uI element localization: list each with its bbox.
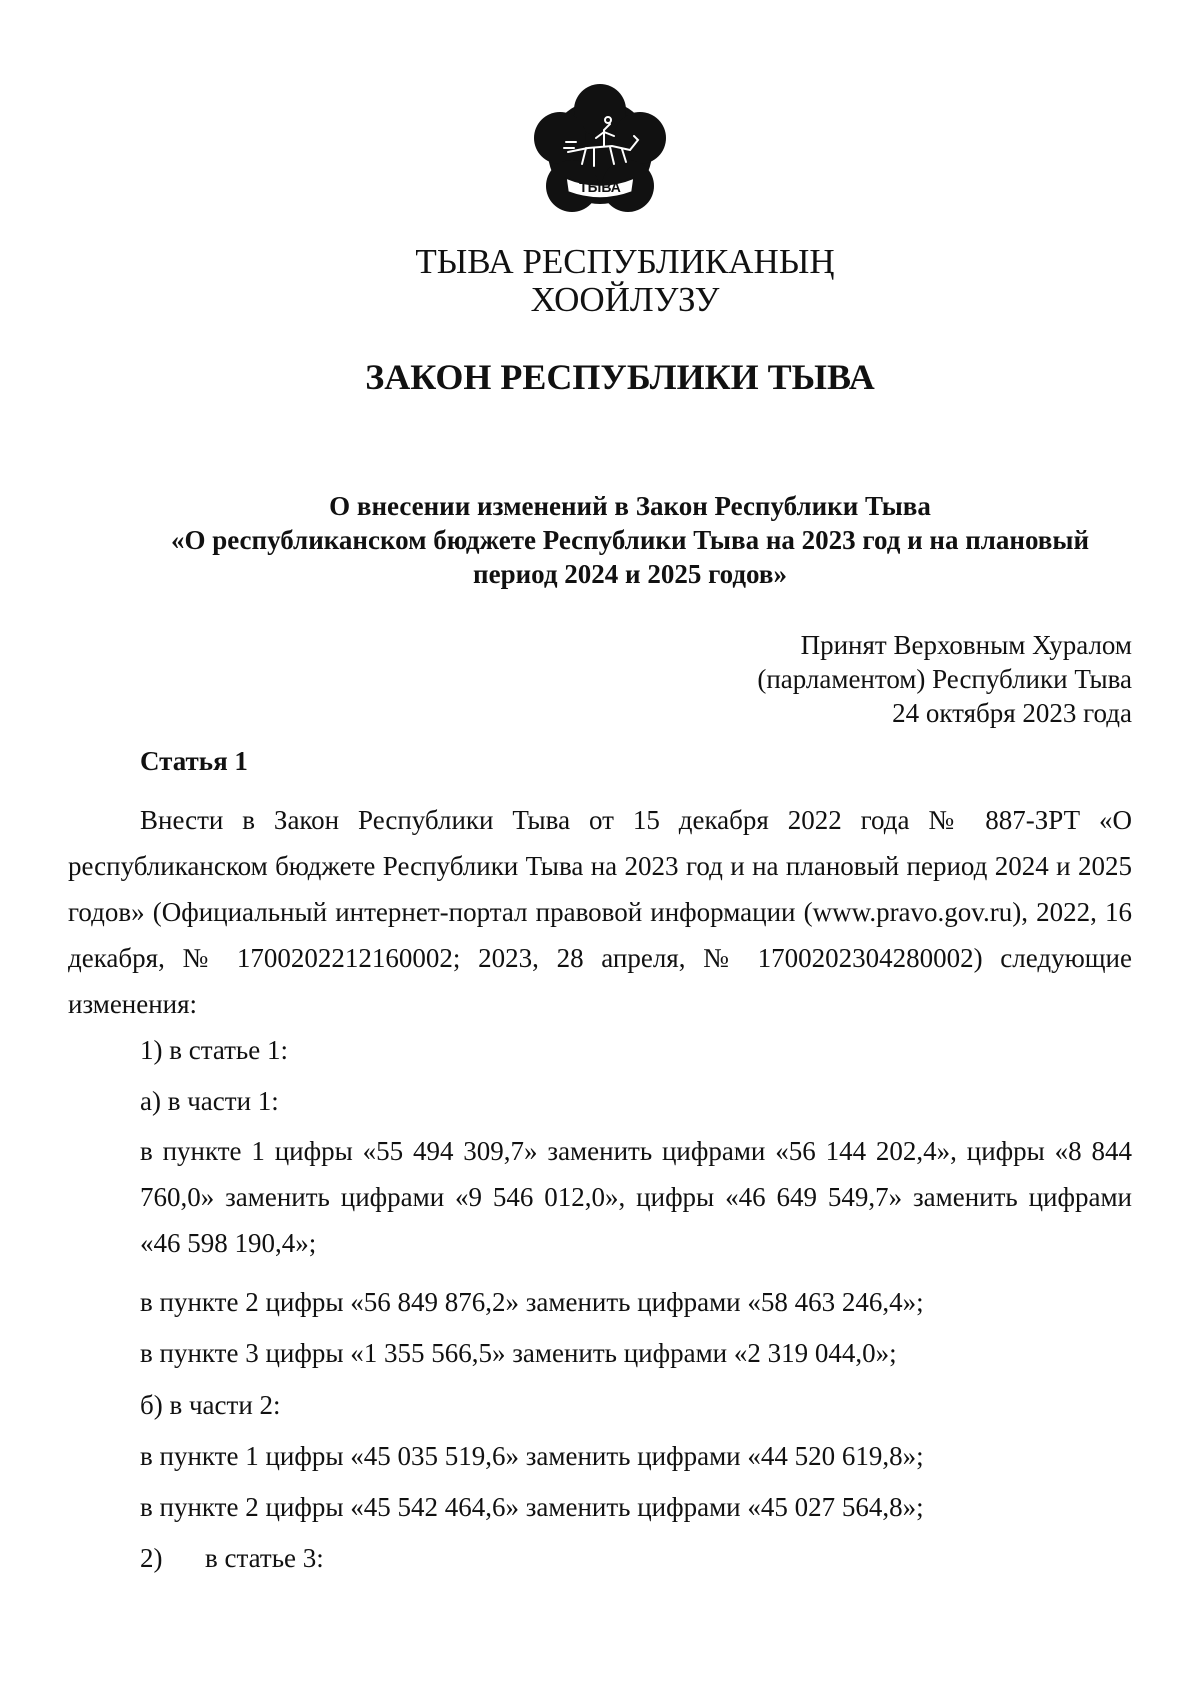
list-item: в пункте 2 цифры «45 542 464,6» заменить цифрами «45 027 564,8»; — [140, 1492, 924, 1522]
adoption-line-2: (парламентом) Республики Тыва — [757, 664, 1132, 694]
list-item: в пункте 1 цифры «55 494 309,7» заменить цифрами «56 144 202,4», цифры «8 844 760,0» заменить цифрами «9 546 012,0», цифры «46 649 549,7» заменить цифрами «46 598 190,4»; — [140, 1136, 1132, 1258]
list-item: б) в части 2: — [140, 1390, 281, 1420]
list-item-number: 2) — [140, 1543, 163, 1573]
subject-line-1: О внесении изменений в Закон Республики Тыва — [329, 491, 931, 521]
subject-line-3: период 2024 и 2025 годов» — [473, 559, 787, 589]
article-heading: Статья 1 — [140, 746, 248, 776]
law-subject — [140, 489, 1120, 591]
subject-line-2: «О республиканском бюджете Республики Тыва на 2023 год и на плановый — [170, 525, 1090, 555]
emblem-label: ТЫВА — [579, 179, 621, 195]
list-item: в пункте 2 цифры «56 849 876,2» заменить цифрами «58 463 246,4»; — [140, 1287, 924, 1317]
list-item: а) в части 1: — [140, 1086, 279, 1116]
list-item-text: в статье 3: — [205, 1543, 324, 1573]
list-item: в пункте 3 цифры «1 355 566,5» заменить цифрами «2 319 044,0»; — [140, 1338, 897, 1368]
parliament-name — [0, 243, 1200, 319]
law-title: ЗАКОН РЕСПУБЛИКИ ТЫВА — [365, 357, 875, 397]
list-item: в пункте 1 цифры «45 035 519,6» заменить цифрами «44 520 619,8»; — [140, 1441, 924, 1471]
adoption-date: 24 октября 2023 года — [892, 698, 1132, 728]
parliament-line-1: ТЫВА РЕСПУБЛИКАНЫҢ — [415, 242, 835, 281]
adoption-block — [757, 628, 1132, 730]
adoption-line-1: Принят Верховным Хуралом — [800, 630, 1132, 660]
tuva-emblem-icon — [530, 80, 670, 220]
parliament-line-2: ХООЙЛУЗУ — [530, 280, 720, 319]
intro-paragraph: Внести в Закон Республики Тыва от 15 декабря 2022 года № 887-ЗРТ «О республиканском бюджете Республики Тыва на 2023 год и на плановый период 2024 и 2025 годов» (Официальный интернет-портал правовой информации (www.pravo.gov.ru), 2022, 16 декабря, № 1700202212160002; 2023, 28 апреля, № 1700202304280002) следующие изменения: — [68, 805, 1132, 1019]
list-item: 1) в статье 1: — [140, 1035, 288, 1065]
article-intro — [68, 797, 1132, 1027]
